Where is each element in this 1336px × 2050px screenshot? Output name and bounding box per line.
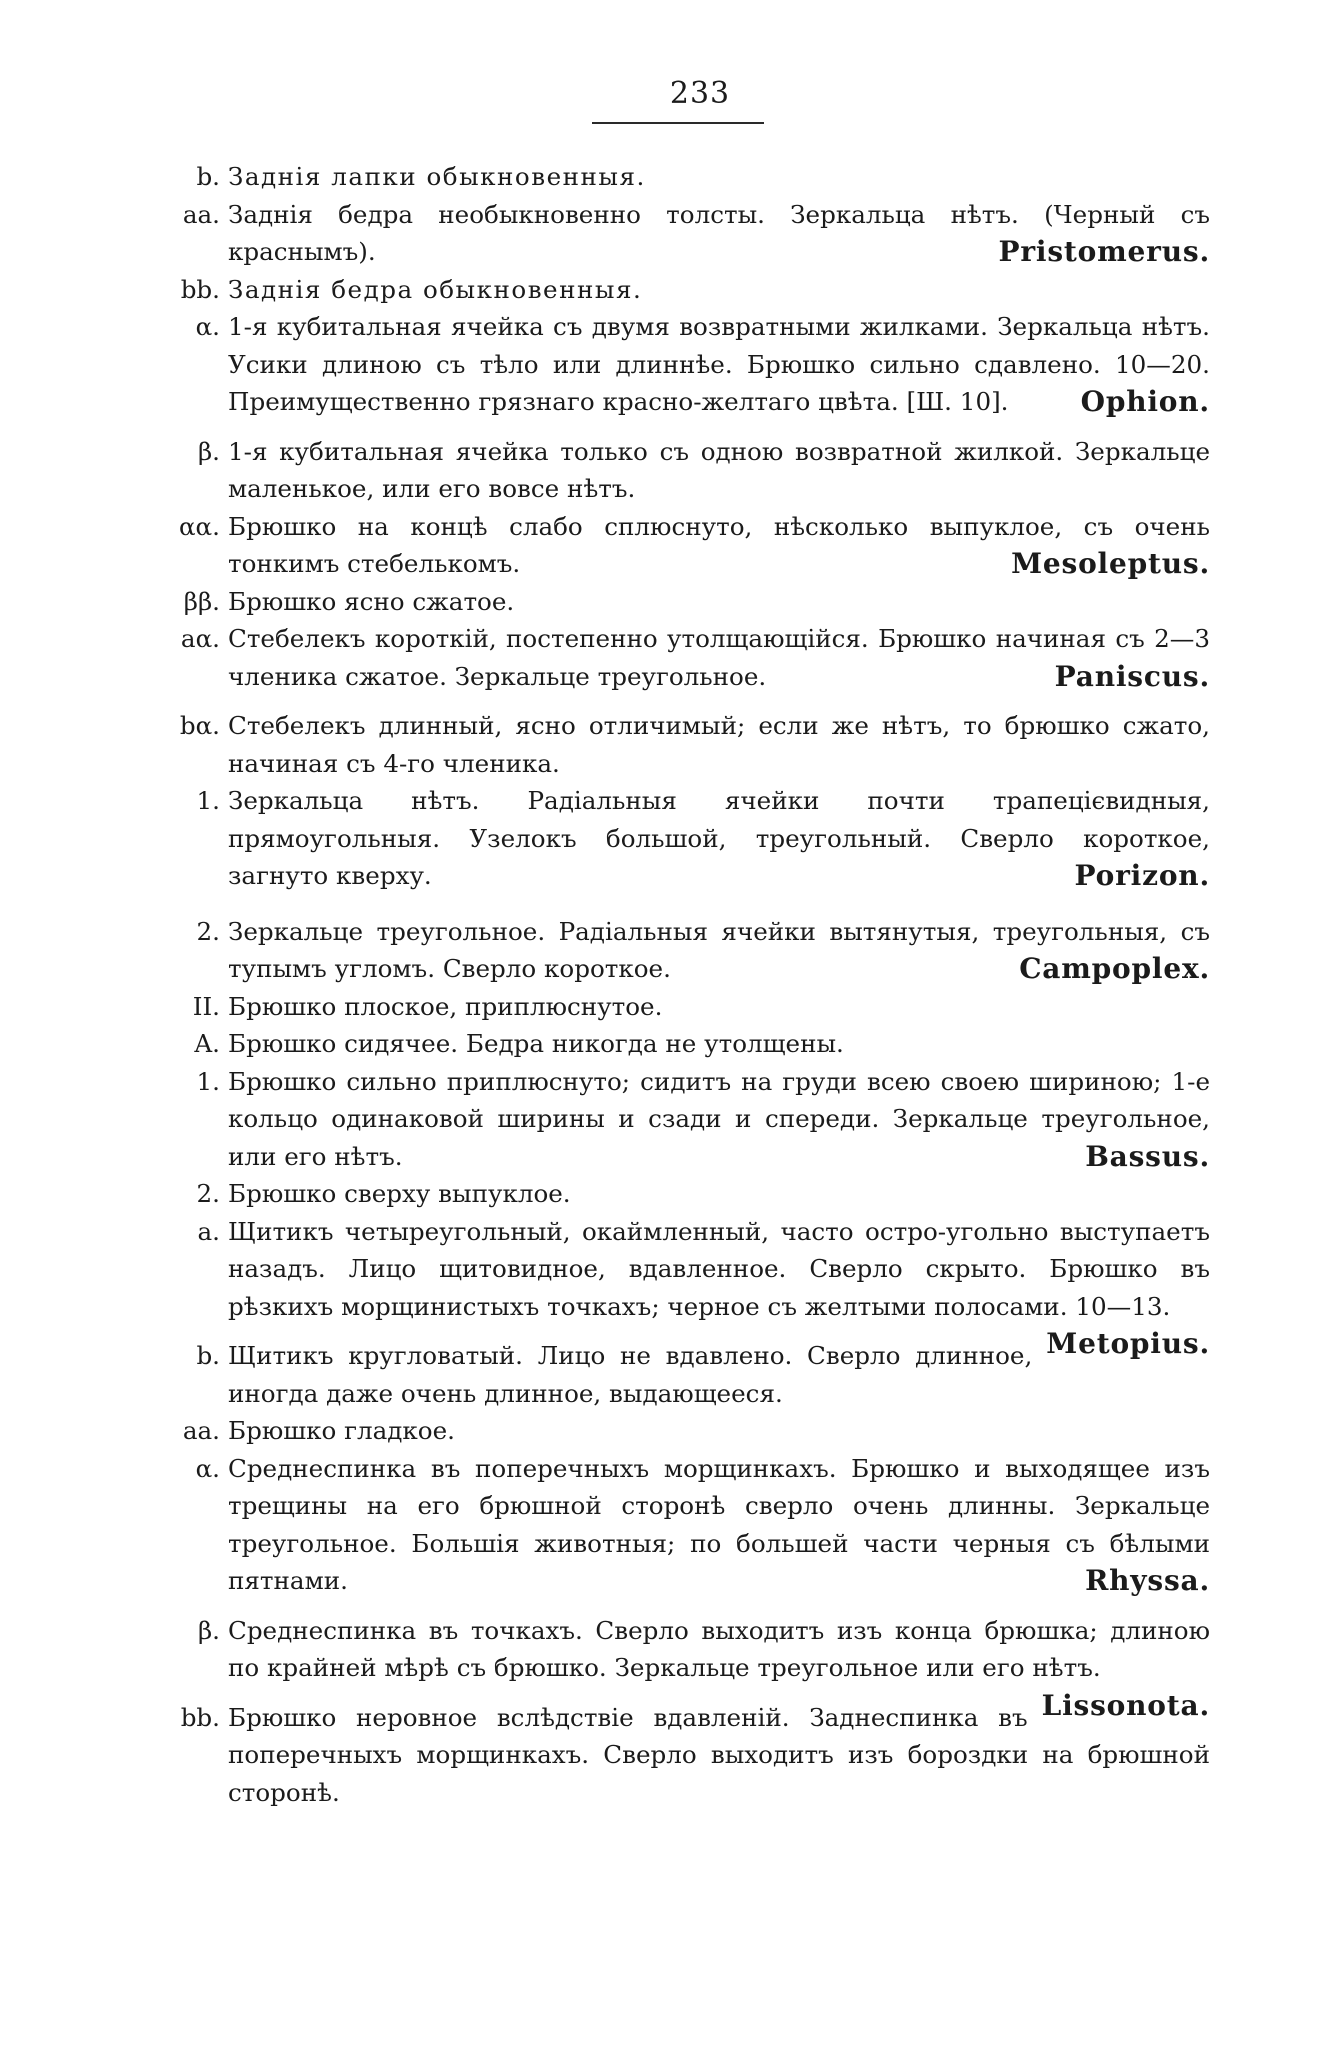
genus-name: Lissonota.: [1041, 1688, 1210, 1722]
key-entry: [182, 196, 1210, 271]
entry-marker: bb.: [180, 274, 220, 304]
genus-name: Pristomerus.: [998, 235, 1210, 268]
entry-text: Заднія бедра обыкновенныя.: [228, 274, 643, 304]
entry-marker: 1.: [196, 786, 220, 815]
entry-text: Брюшко ясно сжатое.: [228, 586, 515, 616]
entry-text: Брюшко сидячее. Бедра никогда не утолщены.: [228, 1029, 844, 1058]
key-entry: [180, 620, 1210, 695]
entry-marker: α.: [195, 1453, 220, 1483]
key-entry: [183, 583, 1210, 621]
key-entry: [197, 1612, 1210, 1722]
entry-text: Щитикъ четыреугольный, окаймленный, часто остро-угольно выступаетъ назадъ. Лицо щитовидное, вдавленное. Сверло скрыто. Брюшко въ рѣзкихъ морщинистыхъ точкахъ; черное съ желтыми полосами. 10—13.: [228, 1216, 1210, 1321]
entry-marker: αα.: [178, 511, 220, 541]
key-entry: [197, 1213, 1210, 1360]
key-entry: [196, 158, 1210, 196]
genus-name: Ophion.: [1080, 385, 1210, 418]
entry-text: Заднія бедра необыкновенно толсты. Зеркальца нѣтъ. (Черный съ краснымъ).: [228, 199, 1210, 266]
entry-marker: aα.: [180, 624, 220, 653]
page-number-rule: [592, 122, 764, 124]
entry-marker: 2.: [196, 1179, 220, 1208]
entry-text: Среднеспинка въ поперечныхъ морщинкахъ. Брюшко и выходящее изъ трещины на его брюшной сторонѣ сверло очень длинны. Зеркальце треугольное. Большія животныя; по большей части черныя съ бѣлыми пятнами.: [228, 1453, 1210, 1595]
key-entry: [194, 1025, 1210, 1063]
genus-name: Campoplex.: [1019, 952, 1210, 985]
key-entry: [196, 913, 1210, 988]
key-entry: [196, 782, 1210, 895]
entry-text: Брюшко на концѣ слабо сплюснуто, нѣсколько выпуклое, съ очень тонкимъ стебелькомъ.: [228, 511, 1210, 578]
entry-marker: aa.: [182, 1416, 220, 1445]
entry-marker: β.: [197, 1615, 220, 1645]
entry-marker: α.: [195, 312, 220, 341]
entry-marker: A.: [194, 1029, 220, 1058]
genus-name: Bassus.: [1085, 1139, 1210, 1173]
key-entry: [195, 308, 1210, 421]
genus-name: Paniscus.: [1054, 659, 1210, 693]
key-entry: [196, 1175, 1210, 1213]
entry-marker: ββ.: [183, 586, 220, 616]
key-entry: [178, 508, 1210, 583]
entry-marker: 2.: [196, 916, 220, 946]
entry-text: Щитикъ кругловатый. Лицо не вдавлено. Сверло длинное, иногда даже очень длинное, выдающееся.: [228, 1341, 1033, 1408]
entry-marker: a.: [197, 1216, 220, 1246]
key-entry: [179, 707, 1210, 782]
key-entry: [195, 1450, 1210, 1600]
key-entries: [0, 158, 1336, 1811]
entry-marker: II.: [192, 991, 220, 1021]
key-entry: [182, 1412, 1210, 1450]
entry-text: Зеркальца нѣтъ. Радіальныя ячейки почти трапецієвидныя, прямоугольныя. Узелокъ большой, треугольный. Сверло короткое, загнуто кверху.: [228, 786, 1210, 890]
entry-marker: β.: [197, 436, 220, 466]
entry-text: 1-я кубитальная ячейка только съ одною возвратной жилкой. Зеркальце маленькое, или его вовсе нѣтъ.: [228, 436, 1210, 503]
entry-text: Заднія лапки обыкновенныя.: [228, 162, 646, 191]
key-entry: [196, 1063, 1210, 1176]
entry-text: Брюшко неровное вслѣдствіе вдавленій. Заднеспинка въ поперечныхъ морщинкахъ. Сверло выходитъ изъ бороздки на брюшной сторонѣ.: [228, 1702, 1210, 1807]
key-entry: [192, 988, 1210, 1026]
page-number: 233: [669, 76, 731, 111]
key-entry: [196, 1337, 1210, 1412]
entry-text: 1-я кубитальная ячейка съ двумя возвратными жилками. Зеркальца нѣтъ. Усики длиною съ тѣло или длиннѣе. Брюшко сильно сдавлено. 10—20. Преимущественно грязнаго красно-желтаго цвѣта. [Ш. 10].: [228, 312, 1210, 416]
entry-marker: aa.: [182, 199, 220, 229]
genus-name: Metopius.: [1046, 1327, 1210, 1360]
genus-name: Porizon.: [1074, 859, 1210, 892]
entry-text: Брюшко сильно приплюснуто; сидитъ на груди всею своею шириною; 1-е кольцо одинаковой ширины и сзади и спереди. Зеркальце треугольное, или его нѣтъ.: [228, 1066, 1210, 1171]
key-entry: [180, 271, 1210, 309]
entry-marker: b.: [196, 1341, 220, 1370]
entry-text: Брюшко сверху выпуклое.: [228, 1179, 571, 1208]
entry-text: Брюшко плоское, приплюснутое.: [228, 991, 663, 1021]
key-entry: [197, 433, 1210, 508]
entry-text: Среднеспинка въ точкахъ. Сверло выходитъ изъ конца брюшка; длиною по крайней мѣрѣ съ брюшко. Зеркальце треугольное или его нѣтъ.: [228, 1615, 1210, 1682]
entry-marker: bα.: [179, 711, 220, 740]
entry-text: Зеркальце треугольное. Радіальныя ячейки вытянутыя, треугольныя, съ тупымъ угломъ. Сверло короткое.: [228, 916, 1210, 983]
entry-marker: 1.: [196, 1066, 220, 1096]
genus-name: Mesoleptus.: [1011, 547, 1210, 580]
genus-name: Rhyssa.: [1085, 1564, 1210, 1597]
key-entry: [180, 1699, 1210, 1812]
entry-marker: b.: [196, 162, 220, 191]
entry-marker: bb.: [180, 1702, 220, 1732]
entry-text: Стебелекъ короткій, постепенно утолщающійся. Брюшко начиная съ 2—3 членика сжатое. Зеркальце треугольное.: [228, 624, 1210, 691]
entry-text: Брюшко гладкое.: [228, 1416, 455, 1445]
entry-text: Стебелекъ длинный, ясно отличимый; если же нѣтъ, то брюшко сжато, начиная съ 4-го членика.: [228, 711, 1210, 778]
